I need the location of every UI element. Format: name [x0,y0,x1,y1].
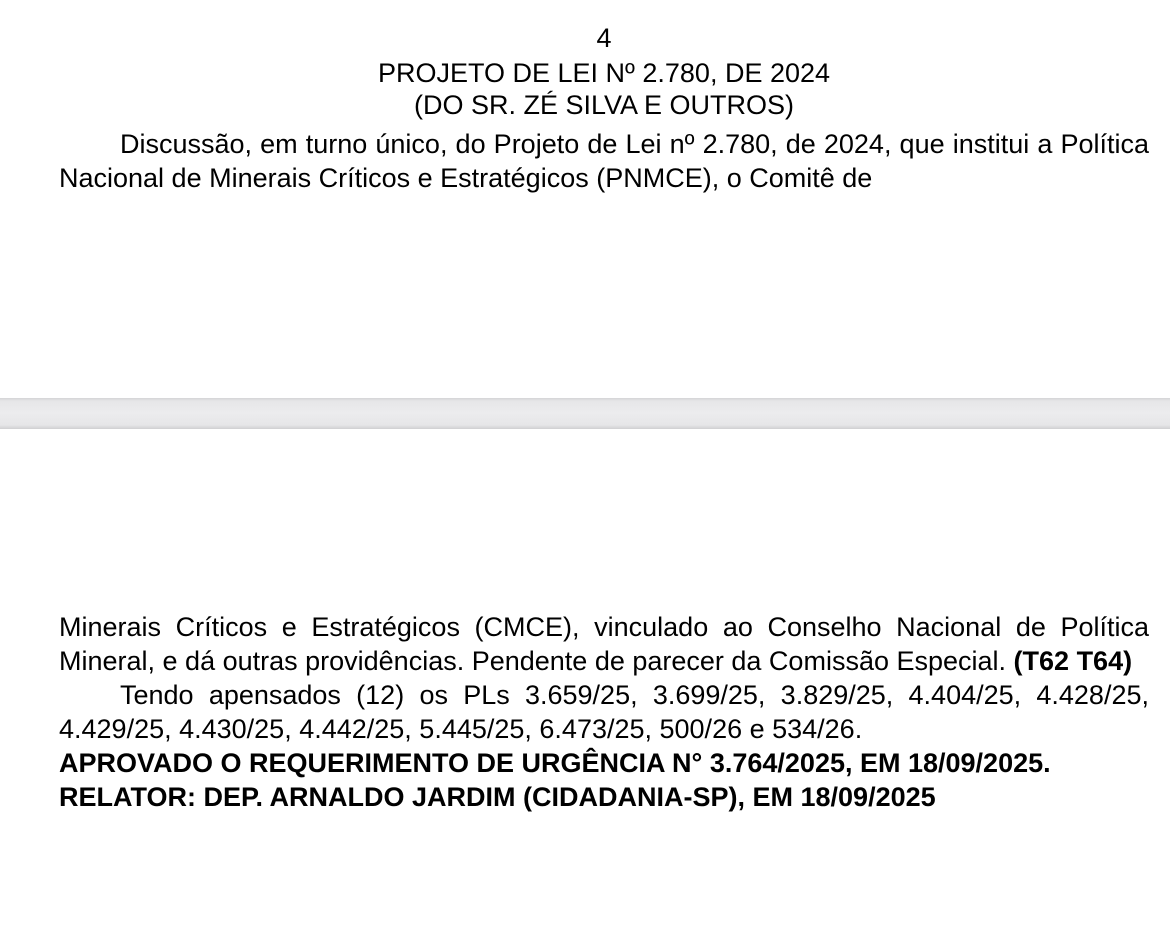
document-page-bottom [0,429,1170,925]
continuation-text: Minerais Críticos e Estratégicos (CMCE), vinculado ao Conselho Nacional de Política Mineral, e dá outras providências. Pendente de parecer da Comissão Especial. [59,612,1149,676]
urgency-approval: APROVADO O REQUERIMENTO DE URGÊNCIA N° 3.764/2025, EM 18/09/2025. [59,748,1051,778]
page-number: 4 [596,23,612,53]
document-page-top [0,0,1170,398]
bill-description-start: Discussão, em turno único, do Projeto de Lei nº 2.780, de 2024, que institui a Política Nacional de Minerais Críticos e Estratégicos (PNMCE), o Comitê de [59,129,1149,193]
bill-authors: (DO SR. ZÉ SILVA E OUTROS) [413,90,795,120]
rapporteur: RELATOR: DEP. ARNALDO JARDIM (CIDADANIA-SP), EM 18/09/2025 [59,782,936,812]
attached-bills: Tendo apensados (12) os PLs 3.659/25, 3.699/25, 3.829/25, 4.404/25, 4.428/25, 4.429/25, 4.430/25, 4.442/25, 5.445/25, 6.473/25, 500/26 e 534/26. [59,680,1149,744]
page-break [0,398,1170,429]
session-code: (T62 T64) [1013,646,1133,676]
bill-title: PROJETO DE LEI Nº 2.780, DE 2024 [377,58,831,88]
bill-description-continuation [59,610,1149,814]
